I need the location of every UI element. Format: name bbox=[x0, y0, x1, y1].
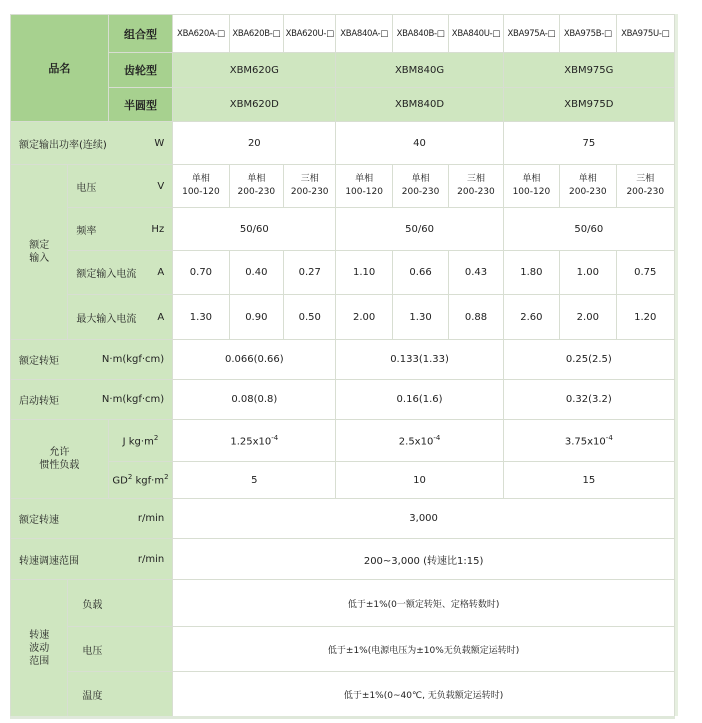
combo-model: XBA620U-□ bbox=[284, 15, 336, 53]
rated-input-group-label: 额定 输入 bbox=[11, 165, 68, 340]
voltage-value: 单相 100-120 bbox=[503, 165, 559, 208]
max-current-value: 1.20 bbox=[616, 295, 674, 340]
rated-current-value: 1.80 bbox=[503, 251, 559, 295]
speed-range-unit: r/min bbox=[137, 553, 165, 565]
speed-fluct-row-label: 电压 bbox=[68, 627, 173, 672]
voltage-label: 电压 bbox=[76, 182, 97, 194]
half-model: XBM840D bbox=[336, 88, 503, 122]
combo-model: XBA840A-□ bbox=[336, 15, 392, 53]
rated-torque-value: 0.133(1.33) bbox=[336, 340, 503, 380]
start-torque-unit: N·m(kgf·cm) bbox=[101, 394, 165, 405]
rated-speed-unit: r/min bbox=[137, 513, 165, 524]
combo-model: XBA975A-□ bbox=[503, 15, 559, 53]
speed-range-label: 转速调速范围 bbox=[19, 555, 79, 567]
inertia-j-value: $3.75x10^{-4}$ bbox=[503, 420, 674, 462]
rated-current-unit: A bbox=[157, 267, 165, 278]
frequency-unit: Hz bbox=[151, 223, 165, 235]
rated-current-value: 0.66 bbox=[392, 251, 448, 295]
start-torque-label: 启动转矩 bbox=[19, 396, 59, 407]
combo-model: XBA975B-□ bbox=[560, 15, 616, 53]
speed-fluct-row-label: 温度 bbox=[68, 672, 173, 718]
voltage-value: 单相 100-120 bbox=[336, 165, 392, 208]
inertia-group-label: 允许 惯性负载 bbox=[11, 420, 109, 499]
speed-fluct-row-label: 负载 bbox=[68, 580, 173, 627]
start-torque-value: 0.08(0.8) bbox=[173, 380, 336, 420]
right-border-strip bbox=[675, 14, 678, 716]
voltage-unit: V bbox=[157, 180, 165, 192]
combo-model: XBA620A-□ bbox=[173, 15, 229, 53]
gear-model: XBM975G bbox=[503, 53, 674, 88]
speed-fluct-value: 低于±1%(电源电压为±10%无负载额定运转时) bbox=[173, 627, 675, 672]
max-current-value: 2.60 bbox=[503, 295, 559, 340]
max-current-value: 0.50 bbox=[284, 295, 336, 340]
max-current-value: 2.00 bbox=[560, 295, 616, 340]
max-current-value: 1.30 bbox=[392, 295, 448, 340]
voltage-value: 单相 200-230 bbox=[392, 165, 448, 208]
max-current-value: 0.90 bbox=[229, 295, 283, 340]
rated-output-value: 40 bbox=[336, 122, 503, 165]
voltage-value: 单相 100-120 bbox=[173, 165, 229, 208]
product-name-header: 品名 bbox=[11, 15, 109, 122]
combo-model: XBA840B-□ bbox=[392, 15, 448, 53]
rated-current-value: 0.70 bbox=[173, 251, 229, 295]
inertia-gd-value: 15 bbox=[503, 462, 674, 499]
gear-model: XBM620G bbox=[173, 53, 336, 88]
gear-type-label: 齿轮型 bbox=[108, 53, 172, 88]
speed-fluct-group-label: 转速 波动 范围 bbox=[11, 580, 68, 718]
speed-fluct-value: 低于±1%(0一额定转矩、定格转数时) bbox=[173, 580, 675, 627]
combo-model: XBA975U-□ bbox=[616, 15, 674, 53]
inertia-gd-unit: $GD^2$ $kgf\cdot m^2$ bbox=[108, 462, 172, 499]
voltage-value: 单相 200-230 bbox=[560, 165, 616, 208]
frequency-value: 50/60 bbox=[336, 208, 503, 251]
max-current-label: 最大输入电流 bbox=[76, 313, 137, 325]
combo-model: XBA840U-□ bbox=[449, 15, 503, 53]
rated-output-unit: W bbox=[154, 137, 165, 149]
gear-model: XBM840G bbox=[336, 53, 503, 88]
speed-fluct-value: 低于±1%(0~40℃, 无负载额定运转时) bbox=[173, 672, 675, 718]
frequency-value: 50/60 bbox=[173, 208, 336, 251]
speed-range-value: 200~3,000 (转速比1:15) bbox=[173, 539, 675, 580]
voltage-value: 单相 200-230 bbox=[229, 165, 283, 208]
frequency-value: 50/60 bbox=[503, 208, 674, 251]
inertia-j-value: $2.5x10^{-4}$ bbox=[336, 420, 503, 462]
voltage-value: 三相 200-230 bbox=[616, 165, 674, 208]
max-current-value: 1.30 bbox=[173, 295, 229, 340]
rated-speed-label: 额定转速 bbox=[19, 515, 59, 526]
inertia-gd-value: 5 bbox=[173, 462, 336, 499]
rated-output-value: 75 bbox=[503, 122, 674, 165]
rated-torque-unit: N·m(kgf·cm) bbox=[101, 354, 165, 365]
rated-current-label: 额定输入电流 bbox=[76, 269, 137, 280]
rated-current-value: 0.75 bbox=[616, 251, 674, 295]
max-current-value: 2.00 bbox=[336, 295, 392, 340]
half-model: XBM620D bbox=[173, 88, 336, 122]
rated-current-value: 0.27 bbox=[284, 251, 336, 295]
frequency-label: 频率 bbox=[76, 225, 97, 237]
spec-table bbox=[10, 14, 675, 718]
rated-current-value: 1.00 bbox=[560, 251, 616, 295]
rated-output-value: 20 bbox=[173, 122, 336, 165]
voltage-value: 三相 200-230 bbox=[284, 165, 336, 208]
start-torque-value: 0.16(1.6) bbox=[336, 380, 503, 420]
rated-output-label: 额定输出功率(连续) bbox=[19, 139, 107, 151]
half-type-label: 半圆型 bbox=[108, 88, 172, 122]
inertia-gd-value: 10 bbox=[336, 462, 503, 499]
rated-current-value: 0.43 bbox=[449, 251, 503, 295]
half-model: XBM975D bbox=[503, 88, 674, 122]
start-torque-value: 0.32(3.2) bbox=[503, 380, 674, 420]
rated-torque-label: 额定转矩 bbox=[19, 356, 59, 367]
voltage-value: 三相 200-230 bbox=[449, 165, 503, 208]
rated-current-value: 1.10 bbox=[336, 251, 392, 295]
max-current-value: 0.88 bbox=[449, 295, 503, 340]
inertia-j-value: $1.25x10^{-4}$ bbox=[173, 420, 336, 462]
rated-torque-value: 0.25(2.5) bbox=[503, 340, 674, 380]
rated-torque-value: 0.066(0.66) bbox=[173, 340, 336, 380]
max-current-unit: A bbox=[157, 311, 165, 323]
combo-model: XBA620B-□ bbox=[229, 15, 283, 53]
inertia-j-unit: J $kg\cdot m^2$ bbox=[108, 420, 172, 462]
combo-type-label: 组合型 bbox=[108, 15, 172, 53]
footer-strip bbox=[10, 716, 675, 719]
rated-current-value: 0.40 bbox=[229, 251, 283, 295]
rated-speed-value: 3,000 bbox=[173, 499, 675, 539]
